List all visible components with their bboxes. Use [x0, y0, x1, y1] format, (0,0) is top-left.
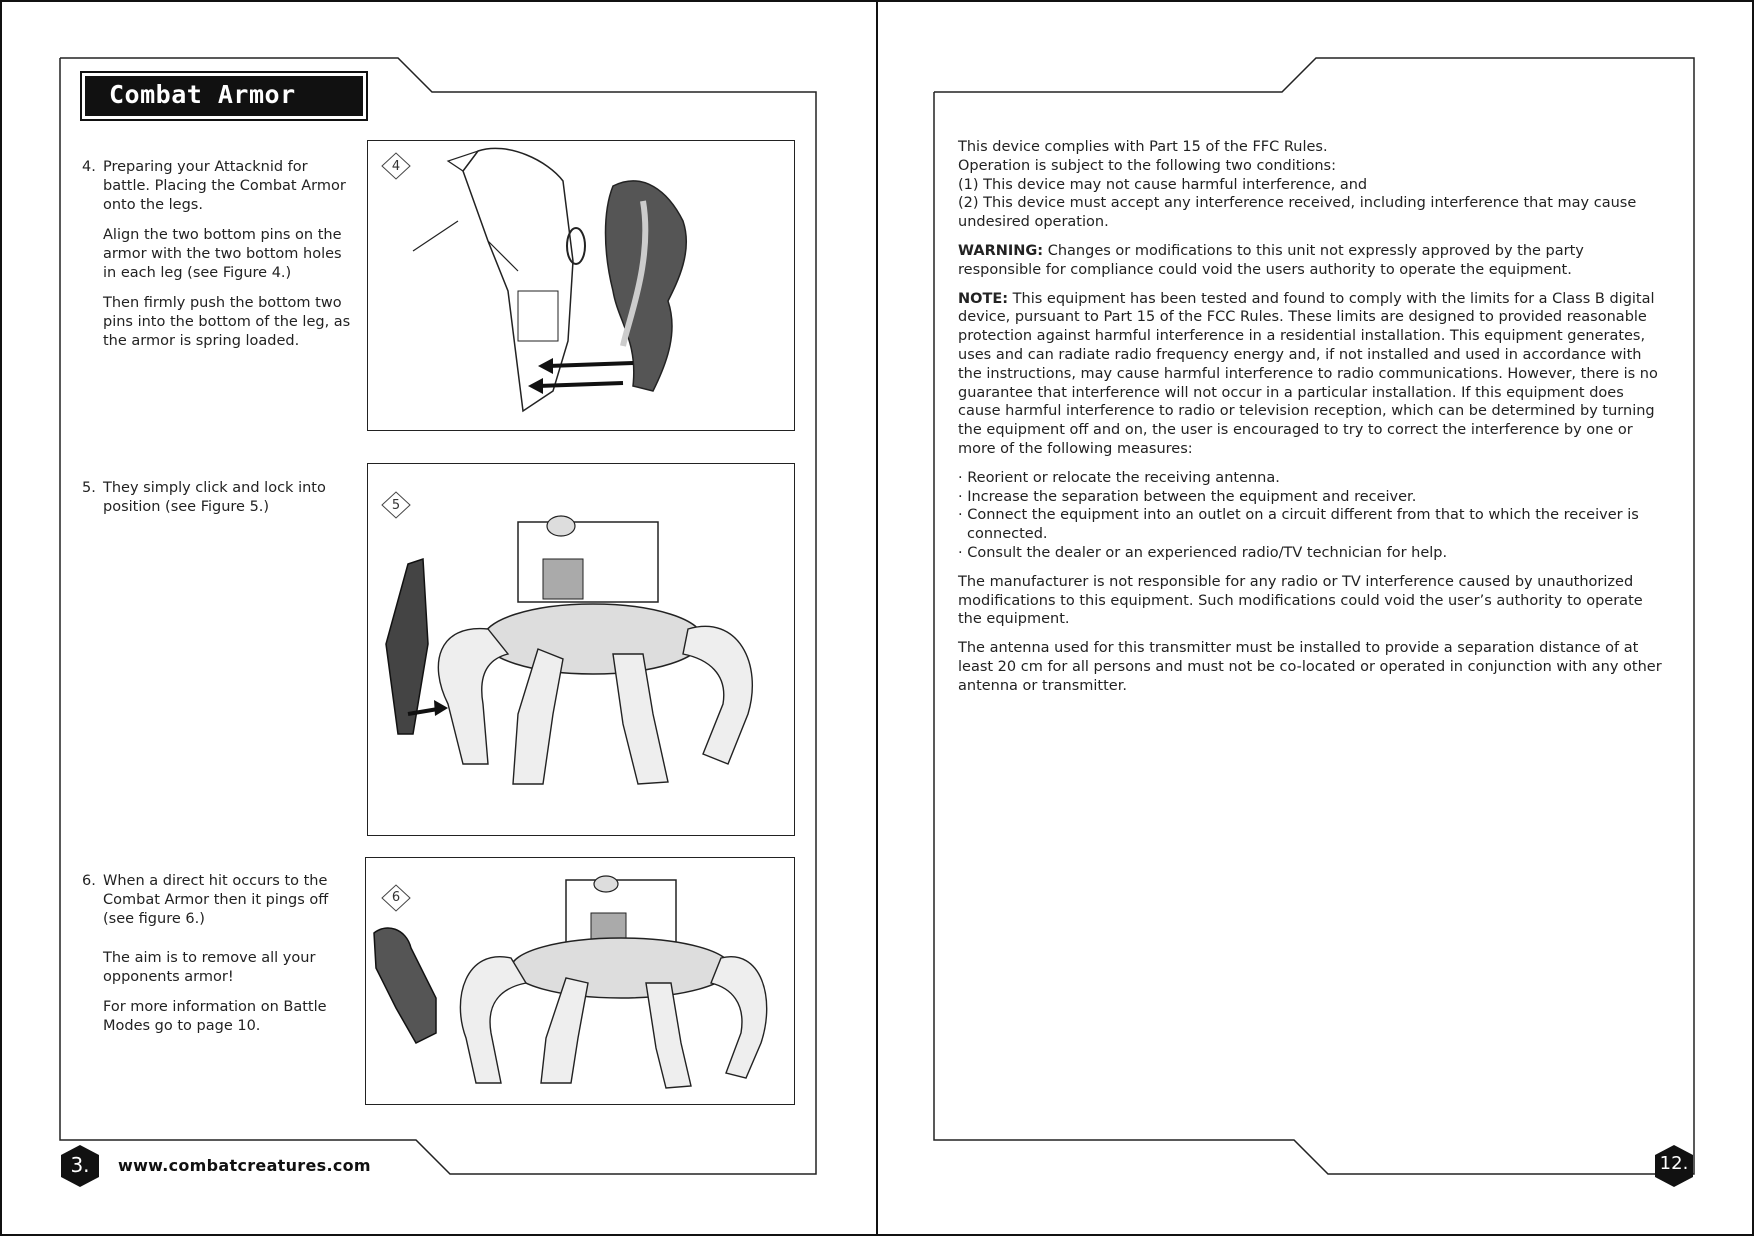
section-title: Combat Armor — [109, 80, 296, 109]
warning-label: WARNING: — [958, 242, 1044, 259]
robot-head — [518, 522, 658, 602]
robot-leg — [513, 649, 563, 784]
figure-label: 5 — [391, 498, 401, 513]
figure-4 — [367, 140, 795, 431]
step-paragraph: The aim is to remove all your opponents armor! — [103, 950, 316, 985]
manufacturer-paragraph: The manufacturer is not responsible for any radio or TV interference caused by unauthorized modifications to this equipment. Such modifications could void the user’s authority to operate the equipment. — [958, 573, 1643, 628]
step-paragraph: When a direct hit occurs to the Combat Armor then it pings off (see figure 6.) — [103, 873, 329, 927]
armor-plate — [374, 928, 436, 1043]
right-page-number-badge — [1652, 1144, 1696, 1188]
fcc-compliance-text — [958, 138, 1662, 706]
figure-label: 4 — [391, 159, 401, 174]
step-paragraph: Then firmly push the bottom two pins into the bottom of the leg, as the armor is spring loaded. — [103, 295, 351, 349]
leg-part — [463, 148, 573, 411]
list-item: · Increase the separation between the equipment and receiver. — [958, 488, 1417, 505]
intro-line: (1) This device may not cause harmful interference, and — [958, 176, 1368, 193]
antenna-paragraph: The antenna used for this transmitter must be installed to provide a separation distance of at least 20 cm for all persons and must not be co-located or operated in conjunction with any other antenna or transmitter. — [958, 640, 1662, 694]
section-title-badge — [82, 73, 366, 119]
robot-leg — [683, 626, 752, 764]
compliance-intro — [958, 138, 1662, 232]
step-5 — [82, 479, 352, 528]
left-page-number: 3. — [70, 1153, 90, 1177]
intro-line: (2) This device must accept any interference received, including interference that may cause undesired operation. — [958, 195, 1637, 231]
left-page-number-badge — [58, 1144, 102, 1188]
figure-label: 6 — [391, 890, 401, 905]
list-item: · Consult the dealer or an experienced radio/TV technician for help. — [958, 544, 1448, 561]
step-number: 5. — [82, 480, 96, 496]
figure-4-illustration — [368, 141, 796, 432]
note-text: This equipment has been tested and found to comply with the limits for a Class B digital device, pursuant to Part 15 of the FCC Rules. These limits are designed to provided reasonable protection against harmful interference in a residential installation. This equipment generates, uses and can radiate radio frequency energy and, if not installed and used in accordance with the instructions, may cause harmful interference to radio communications. However, there is no guarantee that interference will not occur in a particular installation. If this equipment does cause harmful interference to radio or television reception, which can be determined by turning the equipment off and on, the user is encouraged to try to correct the interference by one or more of the following measures: — [958, 290, 1658, 457]
step-6 — [82, 872, 352, 1047]
robot-leg — [613, 654, 668, 784]
step-number: 6. — [82, 873, 96, 889]
warning-paragraph — [958, 242, 1662, 280]
figure-6 — [365, 857, 795, 1105]
figure-5 — [367, 463, 795, 836]
figure-5-illustration — [368, 464, 796, 837]
robot-body — [511, 938, 731, 998]
step-paragraph: Align the two bottom pins on the armor with the two bottom holes in each leg (see Figure 4.) — [103, 227, 342, 281]
robot-leg — [438, 629, 508, 764]
intro-line: This device complies with Part 15 of the FFC Rules. — [958, 139, 1328, 155]
step-number: 4. — [82, 159, 96, 175]
arrow-head — [434, 700, 448, 716]
right-page-number: 12. — [1659, 1153, 1689, 1174]
figure-6-illustration — [366, 858, 796, 1106]
note-paragraph — [958, 290, 1662, 459]
armor-plate — [386, 559, 428, 734]
robot-leg — [541, 978, 588, 1083]
robot-leg — [460, 957, 526, 1083]
intro-line: Operation is subject to the following two conditions: — [958, 157, 1336, 174]
step-paragraph: They simply click and lock into position (see Figure 5.) — [103, 480, 326, 515]
robot-leg — [711, 957, 767, 1078]
list-item: · Connect the equipment into an outlet on a circuit different from that to which the receiver is connected. — [958, 507, 1639, 543]
list-item: · Reorient or relocate the receiving antenna. — [958, 469, 1280, 486]
robot-body — [483, 604, 703, 674]
footer-website-link[interactable]: www.combatcreatures.com — [118, 1156, 371, 1175]
step-4 — [82, 158, 352, 362]
step-paragraph: Preparing your Attacknid for battle. Placing the Combat Armor onto the legs. — [103, 159, 346, 213]
warning-text: Changes or modifications to this unit not expressly approved by the party responsible for compliance could void the users authority to operate the equipment. — [958, 242, 1584, 278]
measures-list — [958, 469, 1662, 563]
step-paragraph: For more information on Battle Modes go to page 10. — [103, 999, 327, 1034]
robot-leg — [646, 983, 691, 1088]
note-label: NOTE: — [958, 290, 1009, 307]
